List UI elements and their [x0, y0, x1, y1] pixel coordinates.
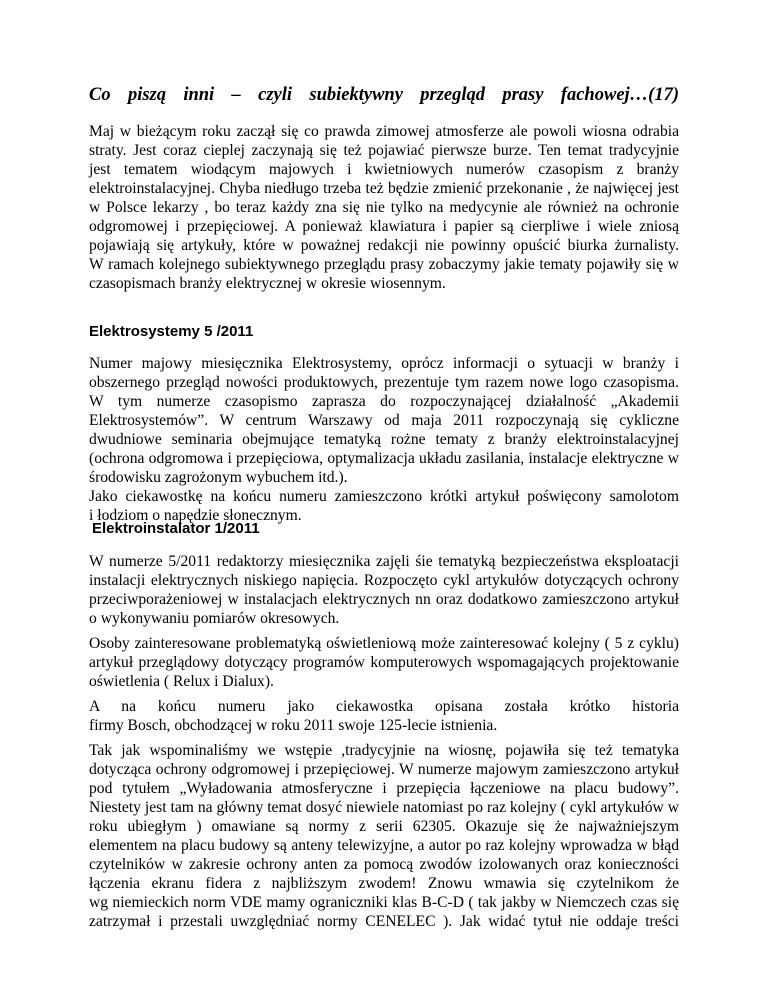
text-line: Jako ciekawostkę na końcu numeru zamieszczono krótki artykuł poświęcony samolotom: [89, 488, 679, 505]
text-line: obszernego przegląd nowości produktowych, prezentuje tym razem nowe logo czasopisma.: [89, 374, 679, 391]
elektroinstalator-paragraph-3: [89, 697, 679, 735]
elektroinstalator-paragraph-4: [89, 741, 679, 931]
text-line: artykuł przeglądowy dotyczący programów komputerowych wspomagających projektowanie: [89, 654, 679, 671]
title-word: piszą: [127, 85, 166, 105]
text-line: Osoby zainteresowane problematyką oświetleniową może zainteresować kolejny ( 5 z cyklu): [89, 635, 679, 652]
title-word: fachowej…(17): [560, 85, 679, 105]
text-line: straty. Jest coraz cieplej zaczynają się też pojawiać pierwsze burze. Ten temat tradycyjnie: [89, 142, 679, 159]
text-line: zatrzymał i przestali uwzględniać normy CENELEC ). Jak widać tytuł nie oddaje treści: [89, 913, 679, 930]
title-word: Co: [89, 85, 111, 105]
title-word: –: [231, 85, 241, 105]
text-line: pod tytułem „Wyładowania atmosferyczne i przepięcia łączeniowe na placu budowy”.: [89, 780, 679, 797]
elektroinstalator-paragraph-2: [89, 634, 679, 691]
text-line: Elektrosystemów”. W centrum Warszawy od maja 2011 rozpoczynają się cykliczne: [89, 412, 679, 429]
text-line: jest tematem wiodącym majowych i kwietniowych numerów czasopism z branży: [89, 161, 679, 178]
text-line: środowisku zagrożonym wybuchem itd.).: [89, 469, 348, 486]
text-line: Maj w bieżącym roku zaczął się co prawda zimowej atmosferze ale powoli wiosna odrabia: [89, 123, 679, 140]
text-line: elementem na placu budowy są anteny telewizyjne, a autor po raz kolejny wprowadza w błąd: [89, 837, 679, 854]
text-line: instalacji elektrycznych niskiego napięcia. Rozpoczęto cykl artykułów dotyczących ochrony: [89, 572, 679, 589]
text-line: łączenia ekranu fidera z najbliższym zwodem! Znowu wmawia się czytelnikom że: [89, 875, 679, 892]
text-line: pojawiają się artykuły, które w poważnej redakcji nie powinny opuścić biurka żurnalisty.: [89, 237, 679, 254]
text-line: przeciwporażeniowej w instalacjach elektrycznych nn oraz dodatkowo zamieszczono artykuł: [89, 591, 679, 608]
text-line: firmy Bosch, obchodzącej w roku 2011 swoje 125-lecie istnienia.: [89, 717, 498, 734]
text-line: dotycząca ochrony odgromowej i przepięciowej. W numerze majowym zamieszczono artykuł: [89, 761, 679, 778]
title-word: inni: [183, 85, 215, 105]
title-word: subiektywny: [309, 85, 403, 105]
text-line: W tym numerze czasopismo zaprasza do rozpoczynającej działalność „Akademii: [89, 393, 679, 410]
title-word: czyli: [258, 85, 293, 105]
text-line: A na końcu numeru jako ciekawostka opisana została krótko historia: [89, 698, 679, 715]
text-line: Niestety jest tam na główny temat dosyć niewiele natomiast po raz kolejny ( cykl artykułów w: [89, 799, 679, 816]
text-line: Tak jak wspominaliśmy we wstępie ,tradycyjnie na wiosnę, pojawiła się też tematyka: [89, 742, 679, 759]
elektroinstalator-paragraph-1: [89, 552, 679, 628]
text-line: W numerze 5/2011 redaktorzy miesięcznika zajęli śie tematyką bezpieczeństwa eksploatacji: [89, 553, 679, 570]
text-line: dwudniowe seminaria obejmujące tematyką rożne tematy z branży elektroinstalacyjnej: [89, 431, 679, 448]
intro-paragraph: [89, 122, 679, 293]
text-line: o wykonywaniu pomiarów okresowych.: [89, 610, 340, 627]
section-heading-elektrosystemy: Elektrosystemy 5 /2011: [89, 323, 254, 340]
text-line: roku ubiegłym ) omawiane są normy z serii 62305. Okazuje się że najważniejszym: [89, 818, 679, 835]
title-word: prasy: [502, 85, 544, 105]
article-title: [89, 84, 679, 106]
text-line: i łodziom o napędzie słonecznym.: [89, 507, 302, 524]
text-line: wg niemieckich norm VDE mamy ograniczniki klas B-C-D ( tak jakby w Niemczech czas się: [89, 894, 679, 911]
text-line: w Polsce lekarzy , bo teraz każdy zna się nie tylko na medycynie ale również na ochronie: [89, 199, 679, 216]
text-line: czasopismach branży elektrycznej w okresie wiosennym.: [89, 275, 446, 292]
elektrosystemy-paragraph: [89, 354, 679, 525]
text-line: elektroinstalacyjnej. Chyba niedługo trzeba też będzie zmienić przekonanie , że najwięcej jest: [89, 180, 679, 197]
text-line: W ramach kolejnego subiektywnego przeglądu prasy zobaczymy jakie tematy pojawiły się w: [89, 256, 679, 273]
section-heading-elektroinstalator: Elektroinstalator 1/2011: [92, 520, 260, 537]
text-line: czytelników w zakresie ochrony anten za pomocą zwodów izolowanych oraz konieczności: [89, 856, 679, 873]
text-line: (ochrona odgromowa i przepięciowa, optymalizacja układu zasilania, instalacje elektryczne w: [89, 450, 679, 467]
text-line: odgromowej i przepięciowej. A ponieważ klawiatura i papier są cierpliwe i wiele zniosą: [89, 218, 679, 235]
text-line: oświetlenia ( Relux i Dialux).: [89, 673, 274, 690]
text-line: Numer majowy miesięcznika Elektrosystemy, oprócz informacji o sytuacji w branży i: [89, 355, 679, 372]
title-word: przegląd: [420, 85, 485, 105]
